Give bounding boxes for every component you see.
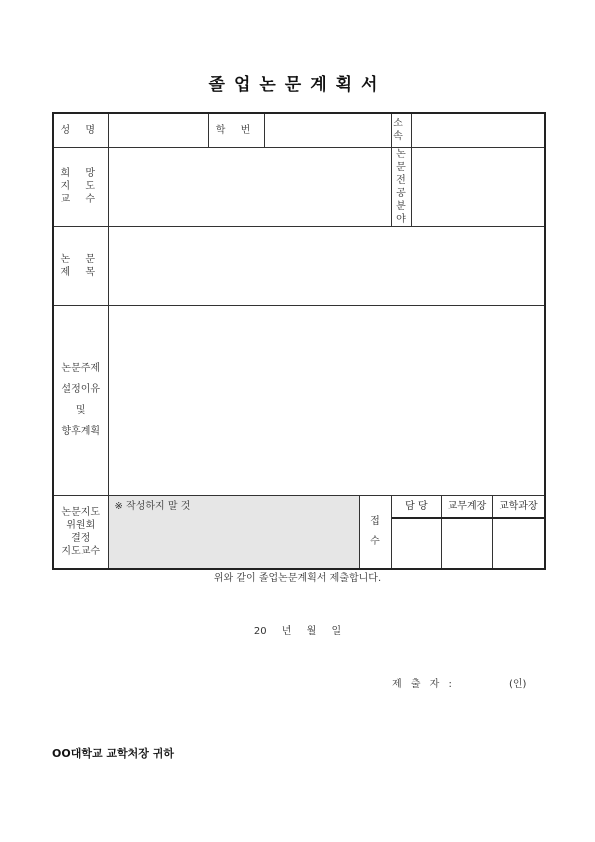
name-field[interactable]	[108, 113, 208, 147]
row-basic-info	[53, 113, 545, 147]
approval-sign-staff[interactable]	[392, 518, 442, 568]
date-line: 20 년 월 일	[253, 626, 342, 637]
document-title: 졸업논문계획서	[208, 75, 387, 95]
major-field[interactable]	[411, 147, 545, 226]
seal-mark: (인)	[509, 679, 527, 690]
submitter-label: 제 출 자 :	[392, 679, 455, 690]
submission-statement: 위와 같이 졸업논문계획서 제출합니다.	[213, 573, 382, 584]
addressee: OO대학교 교학처장 귀하	[52, 747, 174, 760]
advisor-field[interactable]	[108, 147, 391, 226]
committee-note: ※ 작성하지 말 것	[114, 500, 191, 512]
committee-note-cell	[108, 495, 359, 569]
approval-block	[391, 495, 545, 569]
approval-stamp-table	[392, 496, 545, 568]
row-advisor	[53, 147, 545, 226]
approval-sign-head[interactable]	[492, 518, 544, 568]
committee-label: 논문지도 위원회 결정 지도교수	[53, 495, 108, 569]
affiliation-field[interactable]	[411, 113, 545, 147]
approval-header-head: 교학과장	[492, 496, 544, 518]
row-committee	[53, 495, 545, 569]
advisor-label: 희 망 지 도 교 수	[53, 147, 108, 226]
approval-header-chief: 교무계장	[442, 496, 492, 518]
thesis-plan-form	[52, 112, 546, 570]
major-label: 논문 전공 분야	[391, 147, 411, 226]
row-reason	[53, 305, 545, 495]
thesis-title-field[interactable]	[108, 226, 545, 305]
approval-sign-chief[interactable]	[442, 518, 492, 568]
approval-header-staff: 담 당	[392, 496, 442, 518]
row-thesis-title	[53, 226, 545, 305]
student-id-label: 학 번	[208, 113, 264, 147]
student-id-field[interactable]	[264, 113, 391, 147]
name-label: 성 명	[53, 113, 108, 147]
thesis-title-label: 논 문 제 목	[53, 226, 108, 305]
receipt-label: 접 수	[359, 495, 391, 569]
reason-field[interactable]	[108, 305, 545, 495]
affiliation-label: 소 속	[391, 113, 411, 147]
reason-label: 논문주제 설정이유 및 향후계획	[53, 305, 108, 495]
